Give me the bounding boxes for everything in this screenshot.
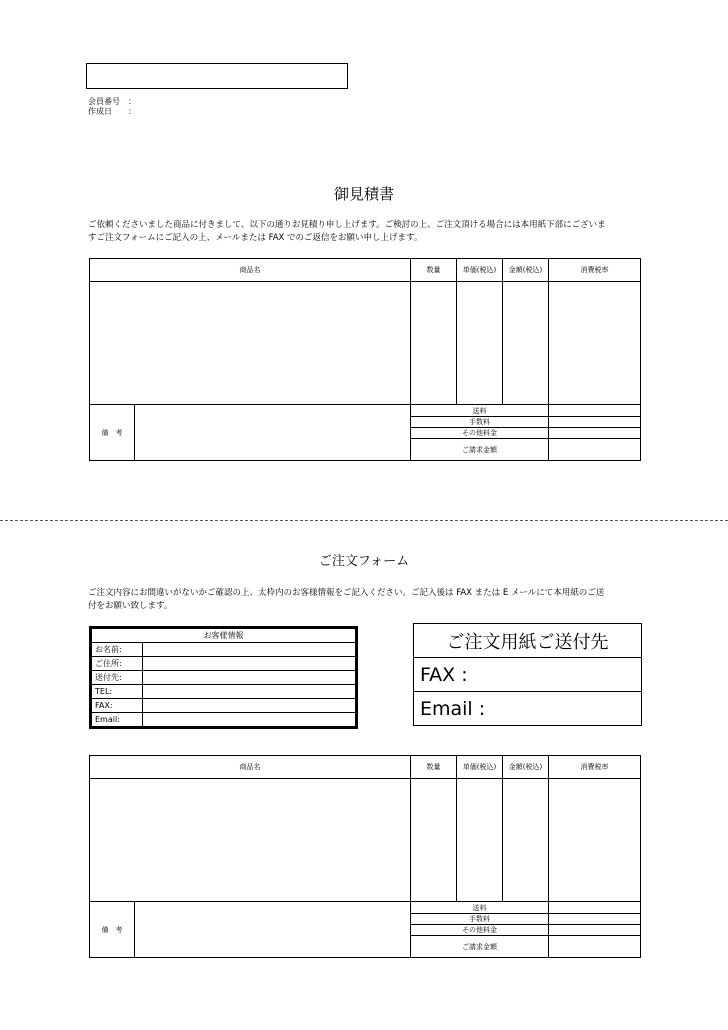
remarks-cell[interactable]	[135, 405, 411, 461]
field-ship-to-input[interactable]	[143, 671, 357, 685]
field-address-label: ご住所:	[91, 657, 143, 671]
remarks-cell[interactable]	[135, 902, 411, 958]
field-name-input[interactable]	[143, 643, 357, 657]
unit-price-cell[interactable]	[457, 779, 503, 902]
cut-line	[0, 520, 728, 521]
product-cell[interactable]	[90, 779, 411, 902]
customer-info-header: お客様情報	[91, 628, 357, 643]
other-label: その他料金	[411, 925, 549, 936]
estimate-intro	[88, 219, 648, 245]
remarks-label: 備 考	[90, 902, 135, 958]
shipping-value[interactable]	[549, 405, 641, 417]
col-tax-rate: 消費税率	[549, 756, 641, 779]
remarks-label: 備 考	[90, 405, 135, 461]
other-value[interactable]	[549, 925, 641, 936]
destination-box	[413, 623, 642, 726]
order-table	[89, 755, 641, 958]
estimate-table	[89, 258, 641, 461]
customer-info-table	[89, 626, 358, 729]
field-fax-input[interactable]	[143, 699, 357, 713]
order-intro-line1: ご注文内容にお間違いがないかご確認の上、太枠内のお客様情報をご記入ください。ご記入後は FAX または E メールにて本用紙のご送	[88, 588, 605, 598]
col-unit-price: 単価(税込)	[457, 259, 503, 282]
field-email-input[interactable]	[143, 713, 357, 728]
col-amount: 金額(税込)	[503, 259, 549, 282]
amount-cell[interactable]	[503, 779, 549, 902]
shipping-label: 送料	[411, 405, 549, 417]
order-intro-line2: 付をお願い致します。	[88, 601, 173, 611]
field-email-label: Email:	[91, 713, 143, 728]
col-qty: 数量	[411, 259, 457, 282]
destination-title: ご注文用紙ご送付先	[414, 624, 642, 658]
field-address-input[interactable]	[143, 657, 357, 671]
member-meta	[88, 97, 136, 117]
estimate-intro-line1: ご依頼くださいました商品に付きまして、以下の通りお見積り申し上げます。ご検討の上、ご注文頂ける場合には本用紙下部にございま	[88, 220, 606, 230]
other-value[interactable]	[549, 428, 641, 439]
field-ship-to-label: 送付先:	[91, 671, 143, 685]
total-value[interactable]	[549, 936, 641, 958]
order-form-title: ご注文フォーム	[318, 554, 410, 569]
field-name-label: お名前:	[91, 643, 143, 657]
col-product: 商品名	[90, 756, 411, 779]
fee-label: 手数料	[411, 417, 549, 428]
col-tax-rate: 消費税率	[549, 259, 641, 282]
col-unit-price: 単価(税込)	[457, 756, 503, 779]
estimate-intro-line2: すご注文フォームにご記入の上、メールまたは FAX でのご返信をお願い申し上げます。	[88, 233, 423, 243]
total-value[interactable]	[549, 439, 641, 461]
other-label: その他料金	[411, 428, 549, 439]
col-product: 商品名	[90, 259, 411, 282]
shipping-value[interactable]	[549, 902, 641, 914]
total-label: ご請求金額	[411, 936, 549, 958]
qty-cell[interactable]	[411, 779, 457, 902]
qty-cell[interactable]	[411, 282, 457, 405]
product-cell[interactable]	[90, 282, 411, 405]
tax-rate-cell[interactable]	[549, 779, 641, 902]
estimate-title: 御見積書	[333, 185, 394, 203]
tax-rate-cell[interactable]	[549, 282, 641, 405]
field-tel-input[interactable]	[143, 685, 357, 699]
fee-value[interactable]	[549, 417, 641, 428]
field-tel-label: TEL:	[91, 685, 143, 699]
field-fax-label: FAX:	[91, 699, 143, 713]
destination-email: Email :	[414, 692, 642, 726]
created-date-label: 作成日 ：	[88, 107, 136, 116]
amount-cell[interactable]	[503, 282, 549, 405]
total-label: ご請求金額	[411, 439, 549, 461]
col-amount: 金額(税込)	[503, 756, 549, 779]
destination-fax: FAX :	[414, 658, 642, 692]
name-box	[86, 63, 348, 89]
order-intro	[88, 587, 648, 613]
fee-value[interactable]	[549, 914, 641, 925]
fee-label: 手数料	[411, 914, 549, 925]
shipping-label: 送料	[411, 902, 549, 914]
col-qty: 数量	[411, 756, 457, 779]
member-number-label: 会員番号 ：	[88, 97, 136, 106]
unit-price-cell[interactable]	[457, 282, 503, 405]
